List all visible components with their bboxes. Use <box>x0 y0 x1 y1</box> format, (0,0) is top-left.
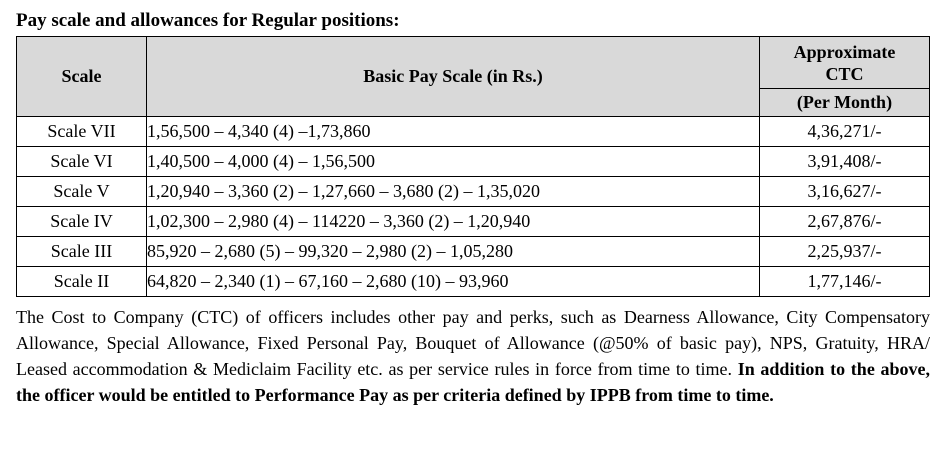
table-row <box>17 237 930 267</box>
cell-scale: Scale III <box>17 237 147 267</box>
table-body <box>17 117 930 297</box>
cell-scale: Scale II <box>17 267 147 297</box>
header-ctc-line1: Approximate <box>793 41 896 62</box>
cell-basic-pay: 1,02,300 – 2,980 (4) – 114220 – 3,360 (2) – 1,20,940 <box>147 207 760 237</box>
cell-scale: Scale VI <box>17 147 147 177</box>
cell-scale: Scale V <box>17 177 147 207</box>
cell-basic-pay: 1,20,940 – 3,360 (2) – 1,27,660 – 3,680 (2) – 1,35,020 <box>147 177 760 207</box>
section-heading: Pay scale and allowances for Regular positions: <box>16 10 400 31</box>
cell-basic-pay: 1,56,500 – 4,340 (4) –1,73,860 <box>147 117 760 147</box>
cell-basic-pay: 85,920 – 2,680 (5) – 99,320 – 2,980 (2) – 1,05,280 <box>147 237 760 267</box>
cell-ctc: 3,16,627/- <box>760 177 930 207</box>
header-scale: Scale <box>17 37 147 117</box>
cell-basic-pay: 1,40,500 – 4,000 (4) – 1,56,500 <box>147 147 760 177</box>
table-row <box>17 207 930 237</box>
cell-scale: Scale VII <box>17 117 147 147</box>
table-row <box>17 177 930 207</box>
header-basic-pay: Basic Pay Scale (in Rs.) <box>147 37 760 117</box>
cell-scale: Scale IV <box>17 207 147 237</box>
header-ctc-period: (Per Month) <box>760 89 930 117</box>
table-row <box>17 147 930 177</box>
table-row <box>17 267 930 297</box>
note-bold-text: In addition to the above, the officer would be entitled to Performance Pay as per criteria defined by IPPB from time to time. <box>16 359 930 405</box>
table-header <box>17 37 930 117</box>
header-ctc-line2: CTC <box>825 63 864 84</box>
table-row <box>17 117 930 147</box>
cell-ctc: 1,77,146/- <box>760 267 930 297</box>
cell-ctc: 4,36,271/- <box>760 117 930 147</box>
cell-ctc: 2,25,937/- <box>760 237 930 267</box>
cell-ctc: 2,67,876/- <box>760 207 930 237</box>
ctc-note <box>16 304 930 408</box>
note-text: The Cost to Company (CTC) of officers includes other pay and perks, such as Dearness Allowance, City Compensatory Allowance, Special Allowance, Fixed Personal Pay, Bouquet of Allowance (@50% of basic pay), NPS, Gratuity, HRA/ Leased accommodation & Mediclaim Facility etc. as per service rules in force from time to time. <box>16 307 930 379</box>
cell-ctc: 3,91,408/- <box>760 147 930 177</box>
pay-scale-table <box>16 36 930 297</box>
cell-basic-pay: 64,820 – 2,340 (1) – 67,160 – 2,680 (10) – 93,960 <box>147 267 760 297</box>
header-ctc <box>760 37 930 89</box>
